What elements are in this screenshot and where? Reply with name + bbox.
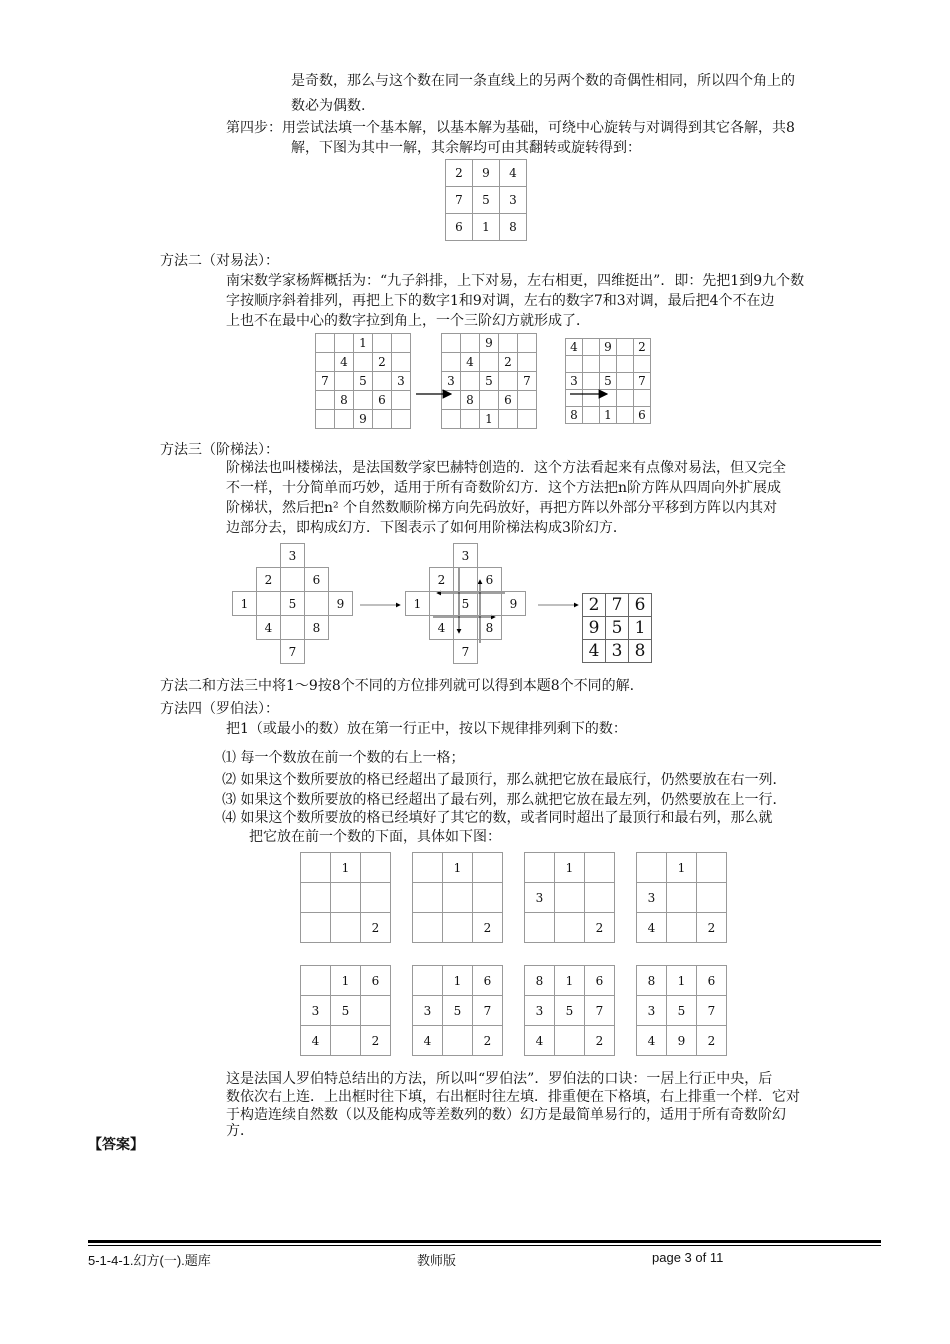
- grid-cell: [305, 592, 329, 616]
- grid-cell: [257, 640, 281, 664]
- grid-cell: 4: [637, 913, 667, 943]
- grid-cell: 6: [585, 966, 615, 996]
- grid-cell: 1: [600, 407, 617, 424]
- grid-cell: [478, 592, 502, 616]
- robo-step-grid: [524, 965, 615, 1056]
- grid-cell: 9: [354, 410, 373, 429]
- grid-cell: 2: [373, 353, 392, 372]
- grid-cell: [281, 616, 305, 640]
- grid-cell: [430, 592, 454, 616]
- grid-cell: 6: [499, 391, 518, 410]
- method3-heading: 方法三（阶梯法）：: [160, 442, 279, 458]
- text-line: 于构造连续自然数（以及能构成等差数列的数）幻方是最简单易行的，适用于所有奇数阶幻: [226, 1107, 786, 1123]
- grid-cell: [525, 913, 555, 943]
- grid-cell: [413, 966, 443, 996]
- grid-cell: [697, 883, 727, 913]
- grid-cell: 2: [697, 1026, 727, 1056]
- grid-cell: [443, 913, 473, 943]
- grid-cell: 1: [406, 592, 430, 616]
- grid-cell: 1: [555, 966, 585, 996]
- grid-cell: 3: [500, 187, 527, 214]
- grid-cell: [329, 640, 353, 664]
- grid-cell: 5: [480, 372, 499, 391]
- robo-step-grid: [300, 965, 391, 1056]
- text-line: 方．: [226, 1123, 254, 1139]
- text-line: 第四步：用尝试法填一个基本解，以基本解为基础，可绕中心旋转与对调得到其它各解，共8: [226, 120, 795, 136]
- grid-cell: 5: [331, 996, 361, 1026]
- grid-cell: [454, 568, 478, 592]
- grid-cell: [413, 913, 443, 943]
- text-line: 是奇数，那么与这个数在同一条直线上的另两个数的奇偶性相同，所以四个角上的: [291, 73, 795, 89]
- grid-cell: 5: [606, 617, 629, 640]
- grid-cell: 4: [430, 616, 454, 640]
- text-line: 解，下图为其中一解，其余解均可由其翻转或旋转得到：: [291, 140, 641, 156]
- grid-cell: 8: [478, 616, 502, 640]
- grid-cell: 3: [637, 996, 667, 1026]
- grid-cell: 2: [446, 160, 473, 187]
- text-line: 把1（或最小的数）放在第一行正中，按以下规律排列剩下的数：: [226, 721, 627, 737]
- grid-cell: [502, 544, 526, 568]
- grid-cell: [443, 1026, 473, 1056]
- robo-step-grid: [412, 965, 503, 1056]
- grid-cell: 8: [629, 640, 652, 663]
- grid-cell: [555, 913, 585, 943]
- text-line: 阶梯法也叫楼梯法，是法国数学家巴赫特创造的．这个方法看起来有点像对易法，但又完全: [226, 460, 786, 476]
- grid-cell: 3: [281, 544, 305, 568]
- robo-step-grid: [636, 965, 727, 1056]
- grid-cell: [305, 640, 329, 664]
- grid-cell: 6: [629, 594, 652, 617]
- grid-cell: [301, 966, 331, 996]
- grid-cell: 1: [555, 853, 585, 883]
- grid-cell: [473, 883, 503, 913]
- grid-cell: 6: [305, 568, 329, 592]
- grid-cell: 5: [281, 592, 305, 616]
- grid-cell: 1: [667, 853, 697, 883]
- grid-cell: 1: [629, 617, 652, 640]
- grid-cell: 7: [518, 372, 537, 391]
- grid-cell: 2: [585, 913, 615, 943]
- grid-cell: [233, 568, 257, 592]
- grid-cell: 1: [331, 966, 361, 996]
- grid-cell: [233, 640, 257, 664]
- grid-cell: [502, 616, 526, 640]
- grid-cell: 1: [443, 853, 473, 883]
- grid-cell: 3: [301, 996, 331, 1026]
- grid-cell: [430, 544, 454, 568]
- grid-cell: 7: [281, 640, 305, 664]
- grid-cell: 6: [446, 214, 473, 241]
- grid-cell: [585, 883, 615, 913]
- grid-cell: 3: [392, 372, 411, 391]
- robo-step-grid: [300, 852, 391, 943]
- grid-cell: 2: [257, 568, 281, 592]
- grid-cell: [329, 544, 353, 568]
- text-line: 数必为偶数.: [291, 98, 366, 114]
- answer-label: 【答案】: [88, 1137, 144, 1153]
- grid-cell: 8: [566, 407, 583, 424]
- grid-cell: 6: [473, 966, 503, 996]
- grid-cell: [361, 996, 391, 1026]
- grid-cell: 7: [585, 996, 615, 1026]
- rule-4-cont: 把它放在前一个数的下面，具体如下图：: [249, 829, 501, 845]
- grid-cell: [301, 883, 331, 913]
- grid-cell: 6: [634, 407, 651, 424]
- grid-cell: 5: [667, 996, 697, 1026]
- grid-cell: [478, 544, 502, 568]
- grid-cell: [301, 913, 331, 943]
- grid-cell: 5: [454, 592, 478, 616]
- text-line: 这是法国人罗伯特总结出的方法，所以叫“罗伯法”．罗伯法的口诀：一居上行正中央，后: [226, 1071, 773, 1087]
- grid-cell: 4: [461, 353, 480, 372]
- grid-cell: 9: [583, 617, 606, 640]
- grid-cell: 8: [461, 391, 480, 410]
- grid-cell: 6: [373, 391, 392, 410]
- grid-cell: [233, 616, 257, 640]
- grid-cell: 4: [637, 1026, 667, 1056]
- grid-cell: [406, 616, 430, 640]
- grid-cell: [555, 883, 585, 913]
- grid-cell: [473, 853, 503, 883]
- grid-cell: 2: [361, 1026, 391, 1056]
- grid-cell: 9: [473, 160, 500, 187]
- rule-1: ⑴ 每一个数放在前一个数的右上一格；: [222, 750, 465, 766]
- footer-rule-thin: [88, 1245, 881, 1246]
- grid-cell: 9: [480, 334, 499, 353]
- grid-cell: 7: [454, 640, 478, 664]
- grid-cell: [331, 883, 361, 913]
- grid-cell: 3: [637, 883, 667, 913]
- grid-cell: [331, 913, 361, 943]
- grid-cell: 5: [443, 996, 473, 1026]
- grid-cell: 7: [473, 996, 503, 1026]
- grid-cell: 1: [480, 410, 499, 429]
- grid-cell: 5: [473, 187, 500, 214]
- grid-cell: 8: [637, 966, 667, 996]
- grid-cell: [329, 568, 353, 592]
- grid-cell: 3: [442, 372, 461, 391]
- text-line: 阶梯状，然后把n² 个自然数顺阶梯方向先码放好，再把方阵以外部分平移到方阵以内其对: [226, 500, 778, 516]
- robo-step-grid: [412, 852, 503, 943]
- grid-cell: [329, 616, 353, 640]
- rule-2: ⑵ 如果这个数所要放的格已经超出了最顶行，那么就把它放在最底行，仍然要放在右一列．: [222, 772, 787, 788]
- grid-cell: 4: [566, 339, 583, 356]
- grid-cell: 3: [525, 883, 555, 913]
- grid-cell: 7: [634, 373, 651, 390]
- grid-cell: 8: [335, 391, 354, 410]
- grid-cell: [406, 568, 430, 592]
- grid-cell: 5: [555, 996, 585, 1026]
- method2-heading: 方法二（对易法）：: [160, 253, 279, 269]
- grid-cell: 5: [600, 373, 617, 390]
- grid-cell: 9: [600, 339, 617, 356]
- grid-cell: 2: [634, 339, 651, 356]
- grid-cell: 7: [316, 372, 335, 391]
- text-line: 上也不在最中心的数字拉到角上，一个三阶幻方就形成了．: [226, 313, 590, 329]
- grid-cell: 4: [583, 640, 606, 663]
- grid-cell: 3: [606, 640, 629, 663]
- grid-cell: 9: [502, 592, 526, 616]
- text-line: 不一样，十分简单而巧妙，适用于所有奇数阶幻方．这个方法把n阶方阵从四周向外扩展成: [226, 480, 782, 496]
- grid-cell: 1: [233, 592, 257, 616]
- grid-cell: [413, 853, 443, 883]
- grid-cell: 6: [697, 966, 727, 996]
- grid-cell: [637, 853, 667, 883]
- grid-cell: 1: [473, 214, 500, 241]
- staircase-grid-shift: [405, 543, 526, 664]
- grid-cell: [454, 616, 478, 640]
- robo-step-grid: [524, 852, 615, 943]
- grid-cell: 3: [413, 996, 443, 1026]
- grid-cell: 2: [499, 353, 518, 372]
- footer-left: 5-1-4-1.幻方(一).题库: [88, 1253, 211, 1268]
- footer-rule-thick: [88, 1240, 881, 1243]
- grid-cell: 1: [667, 966, 697, 996]
- grid-cell: 4: [335, 353, 354, 372]
- grid-cell: [233, 544, 257, 568]
- staircase-grid-initial: [232, 543, 353, 664]
- rule-3: ⑶ 如果这个数所要放的格已经超出了最右列，那么就把它放在最左列，仍然要放在上一行．: [222, 792, 787, 808]
- grid-cell: 9: [667, 1026, 697, 1056]
- grid-cell: [585, 853, 615, 883]
- footer-center: 教师版: [417, 1253, 457, 1268]
- method4-heading: 方法四（罗伯法）：: [160, 701, 279, 717]
- grid-cell: 2: [430, 568, 454, 592]
- grid-cell: [305, 544, 329, 568]
- grid-cell: 7: [446, 187, 473, 214]
- grid-cell: 9: [329, 592, 353, 616]
- grid-cell: [406, 544, 430, 568]
- grid-cell: 4: [500, 160, 527, 187]
- grid-cell: [331, 1026, 361, 1056]
- text-line: 字按顺序斜着排列，再把上下的数字1和9对调，左右的数字7和3对调，最后把4个不在边: [226, 293, 775, 309]
- grid-cell: 4: [525, 1026, 555, 1056]
- grid-cell: 1: [354, 334, 373, 353]
- footer-page: page 3 of 11: [652, 1250, 724, 1265]
- grid-cell: [443, 883, 473, 913]
- grid-cell: [301, 853, 331, 883]
- text-line: 边部分去，即构成幻方．下图表示了如何用阶梯法构成3阶幻方．: [226, 520, 627, 536]
- grid-cell: [257, 592, 281, 616]
- grid-cell: 4: [257, 616, 281, 640]
- text-line: 数依次右上连．上出框时往下填，右出框时往左填．排重便在下格填，右上排重一个样．它对: [226, 1089, 800, 1105]
- grid-cell: 3: [566, 373, 583, 390]
- grid-cell: 4: [413, 1026, 443, 1056]
- rule-4: ⑷ 如果这个数所要放的格已经填好了其它的数，或者同时超出了最顶行和最右列，那么就: [222, 810, 773, 826]
- grid-cell: 3: [525, 996, 555, 1026]
- summary-text: 方法二和方法三中将1～9按8个不同的方位排列就可以得到本题8个不同的解.: [160, 678, 635, 694]
- grid-cell: 8: [305, 616, 329, 640]
- grid-cell: [502, 640, 526, 664]
- grid-cell: [525, 853, 555, 883]
- grid-cell: 6: [361, 966, 391, 996]
- grid-cell: [257, 544, 281, 568]
- grid-cell: 1: [331, 853, 361, 883]
- grid-cell: [413, 883, 443, 913]
- grid-cell: [478, 640, 502, 664]
- grid-cell: 7: [697, 996, 727, 1026]
- grid-cell: 5: [354, 372, 373, 391]
- grid-cell: 1: [443, 966, 473, 996]
- robo-step-grid: [636, 852, 727, 943]
- grid-cell: 2: [585, 1026, 615, 1056]
- grid-cell: [361, 883, 391, 913]
- grid-cell: 8: [525, 966, 555, 996]
- grid-cell: 7: [606, 594, 629, 617]
- text-line: 南宋数学家杨辉概括为：“九子斜排，上下对易，左右相更，四维挺出”．即：先把1到9九个数: [226, 273, 805, 289]
- grid-cell: 8: [500, 214, 527, 241]
- grid-cell: [667, 913, 697, 943]
- grid-cell: [502, 568, 526, 592]
- grid-cell: [555, 1026, 585, 1056]
- grid-cell: [667, 883, 697, 913]
- grid-cell: [430, 640, 454, 664]
- grid-cell: 3: [454, 544, 478, 568]
- grid-cell: 2: [361, 913, 391, 943]
- grid-cell: 2: [697, 913, 727, 943]
- grid-cell: [281, 568, 305, 592]
- grid-cell: [406, 640, 430, 664]
- grid-cell: 2: [473, 1026, 503, 1056]
- grid-cell: [361, 853, 391, 883]
- grid-cell: 2: [473, 913, 503, 943]
- grid-cell: 6: [478, 568, 502, 592]
- grid-cell: 4: [301, 1026, 331, 1056]
- staircase-result-square: [582, 593, 652, 663]
- grid-cell: [697, 853, 727, 883]
- grid-cell: 2: [583, 594, 606, 617]
